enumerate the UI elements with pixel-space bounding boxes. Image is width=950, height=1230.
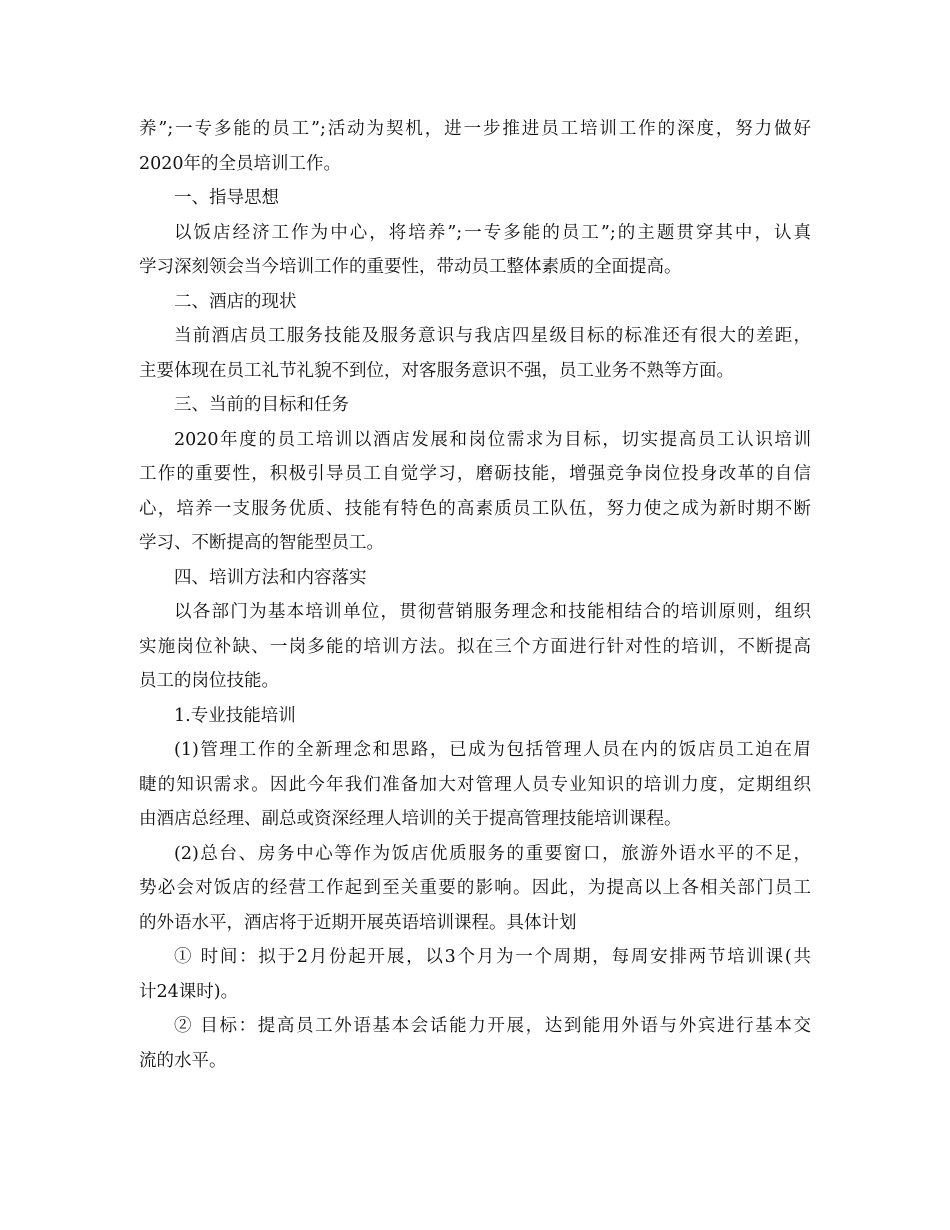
- paragraph-line: 养”;一专多能的员工”;活动为契机，进一步推进员工培训工作的深度，努力做好: [139, 119, 811, 139]
- paragraph-line: 实施岗位补缺、一岗多能的培训方法。拟在三个方面进行针对性的培训，不断提高: [139, 636, 811, 657]
- paragraph-line: 学习、不断提高的智能型员工。: [139, 533, 384, 553]
- paragraph-line: 睫的知识需求。因此今年我们准备加大对管理人员专业知识的培训力度，定期组织: [139, 774, 811, 795]
- paragraph-line: (2)总台、房务中心等作为饭店优质服务的重要窗口，旅游外语水平的不足，: [174, 843, 811, 864]
- paragraph-line: 以饭店经济工作为中心，将培养”;一专多能的员工”;的主题贯穿其中，认真: [174, 222, 811, 243]
- section-heading: 二、酒店的现状: [174, 291, 297, 312]
- section-heading: 四、培训方法和内容落实: [174, 567, 367, 588]
- section-heading: 一、指导思想: [174, 188, 279, 208]
- paragraph-line: 势必会对饭店的经营工作起到至关重要的影响。因此，为提高以上各相关部门员工: [139, 878, 811, 898]
- paragraph-line: (1)管理工作的全新理念和思路，已成为包括管理人员在内的饭店员工迫在眉: [174, 740, 811, 760]
- paragraph-line: 以各部门为基本培训单位，贯彻营销服务理念和技能相结合的培训原则，组织: [174, 602, 811, 622]
- paragraph-line: 员工的岗位技能。: [139, 671, 279, 691]
- paragraph-line: 2020年度的员工培训以酒店发展和岗位需求为目标，切实提高员工认识培训: [174, 429, 811, 450]
- paragraph-line: 当前酒店员工服务技能及服务意识与我店四星级目标的标准还有很大的差距，: [174, 326, 811, 346]
- paragraph-line: 学习深刻领会当今培训工作的重要性，带动员工整体素质的全面提高。: [139, 257, 682, 277]
- list-item-line: ② 目标：提高员工外语基本会话能力开展，达到能用外语与外宾进行基本交: [174, 1016, 811, 1036]
- paragraph-line: 主要体现在员工礼节礼貌不到位，对客服务意识不强，员工业务不熟等方面。: [139, 360, 734, 381]
- paragraph-line: 的外语水平，酒店将于近期开展英语培训课程。具体计划: [139, 912, 577, 933]
- document-page: [139, 112, 811, 1078]
- section-heading: 三、当前的目标和任务: [174, 395, 349, 415]
- list-item-line: 流的水平。: [139, 1050, 227, 1071]
- paragraph-line: 2020年的全员培训工作。: [139, 153, 342, 174]
- paragraph-line: 心，培养一支服务优质、技能有特色的高素质员工队伍，努力使之成为新时期不断: [139, 498, 811, 519]
- paragraph-line: 工作的重要性，积极引导员工自觉学习，磨砺技能，增强竞争岗位投身改革的自信: [139, 464, 811, 484]
- subsection-heading: 1.专业技能培训: [174, 705, 296, 726]
- list-item-line: ① 时间：拟于2月份起开展，以3个月为一个周期，每周安排两节培训课(共: [174, 947, 811, 967]
- list-item-line: 计24课时)。: [139, 981, 239, 1002]
- paragraph-line: 由酒店总经理、副总或资深经理人培训的关于提高管理技能培训课程。: [139, 809, 682, 829]
